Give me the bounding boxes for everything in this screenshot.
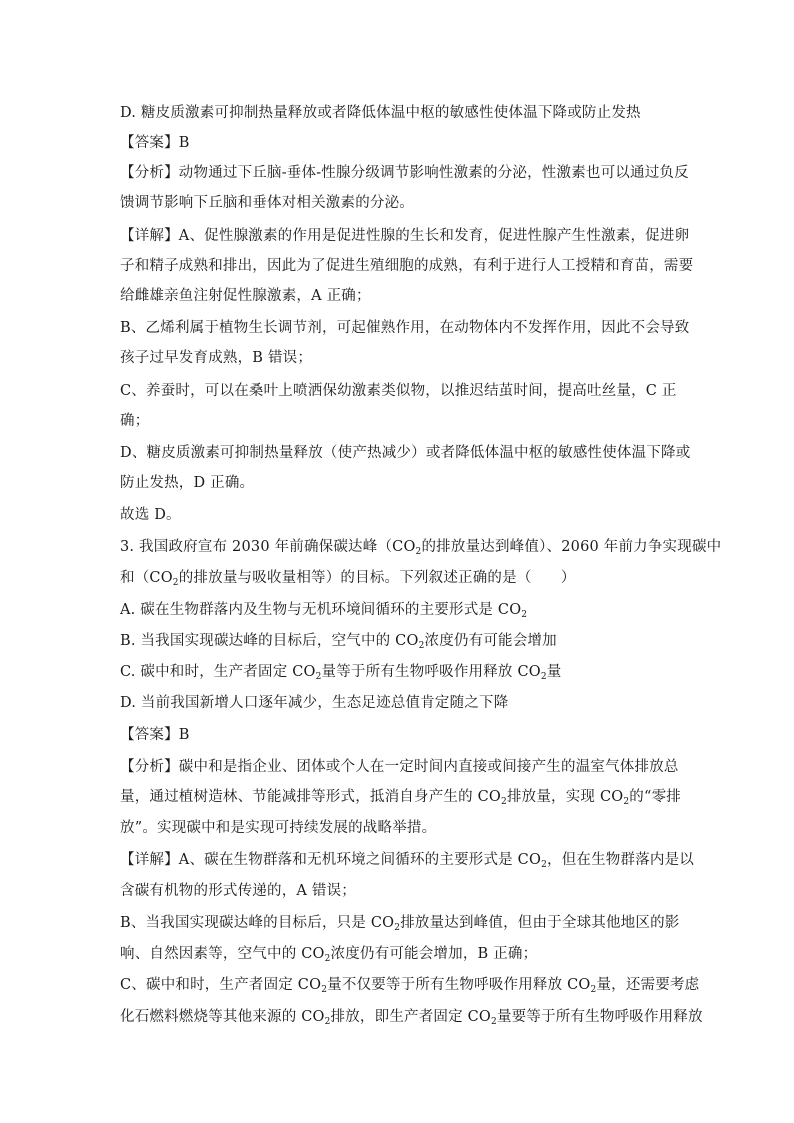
- text-line: 含碳有机物的形式传递的，A 错误；: [120, 883, 356, 899]
- text-line: B、当我国实现碳达峰的目标后，只是 $CO_2$排放量达到峰值，但由于全球其他地区的影: [120, 915, 680, 933]
- text-line: 【分析】动物通过下丘脑-垂体-性腺分级调节影响性激素的分泌，性激素也可以通过负反: [120, 165, 689, 181]
- option-b: B. 当我国实现碳达峰的目标后，空气中的 $CO_2$浓度仍有可能会增加: [120, 633, 557, 651]
- text-line: 防止发热，D 正确。: [120, 475, 255, 491]
- option-a: A. 碳在生物群落内及生物与无机环境间循环的主要形式是 $CO_2$: [120, 602, 528, 620]
- question-text: 和（$CO_2$的排放量与吸收量相等）的目标。下列叙述正确的是（ ）: [120, 570, 576, 588]
- text-line: C、碳中和时，生产者固定 $CO_2$量不仅要等于所有生物呼吸作用释放 $CO_2$量，还需要考虑: [120, 977, 700, 995]
- text-line: D、糖皮质激素可抑制热量释放（使产热减少）或者降低体温中枢的敏感性使体温下降或: [120, 445, 691, 461]
- text-line: 给雌雄亲鱼注射促性腺激素，A 正确；: [120, 288, 371, 304]
- text-line: 化石燃料燃烧等其他来源的 $CO_2$排放，即生产者固定 $CO_2$量要等于所有生物呼吸作用释放: [120, 1009, 703, 1027]
- text-line: 孩子过早发育成熟，B 错误；: [120, 350, 313, 366]
- text-line: 【答案】B: [120, 135, 190, 151]
- text-line: C、养蚕时，可以在桑叶上喷洒保幼激素类似物，以推迟结茧时间，提高吐丝量，C 正: [120, 383, 677, 399]
- text-line: 量，通过植树造林、节能减排等形式，抵消自身产生的 $CO_2$排放量，实现 $CO_2$的“零排: [120, 789, 681, 807]
- text-line: 故选 D。: [120, 507, 181, 523]
- text-line: B、乙烯利属于植物生长调节剂，可起催熟作用，在动物体内不发挥作用，因此不会导致: [120, 320, 690, 336]
- question-text: 3. 我国政府宣布 2030 年前确保碳达峰（$CO_2$的排放量达到峰值）、2060 年前力争实现碳中: [120, 539, 722, 557]
- text-line: 确；: [120, 413, 150, 429]
- text-line: 放”。实现碳中和是实现可持续发展的战略举措。: [120, 820, 437, 836]
- option-d: D. 当前我国新增人口逐年减少，生态足迹总值肯定随之下降: [120, 695, 509, 711]
- answer-label: 【答案】B: [120, 727, 190, 743]
- text-line: 子和精子成熟和排出，因此为了促进生殖细胞的成熟，有利于进行人工授精和育苗，需要: [120, 258, 694, 274]
- text-line: 【详解】A、碳在生物群落和无机环境之间循环的主要形式是 $CO_2$，但在生物群落内是以: [120, 852, 694, 870]
- text-line: 【详解】A、促性腺激素的作用是促进性腺的生长和发育，促进性腺产生性激素，促进卵: [120, 228, 690, 244]
- text-line: D. 糖皮质激素可抑制热量释放或者降低体温中枢的敏感性使体温下降或防止发热: [120, 105, 641, 121]
- option-c: C. 碳中和时，生产者固定 $CO_2$量等于所有生物呼吸作用释放 $CO_2$量: [120, 664, 562, 682]
- text-line: 响、自然因素等，空气中的 $CO_2$浓度仍有可能会增加，B 正确；: [120, 946, 538, 964]
- text-line: 馈调节影响下丘脑和垂体对相关激素的分泌。: [120, 195, 414, 211]
- text-line: 【分析】碳中和是指企业、团体或个人在一定时间内直接或间接产生的温室气体排放总: [120, 759, 679, 775]
